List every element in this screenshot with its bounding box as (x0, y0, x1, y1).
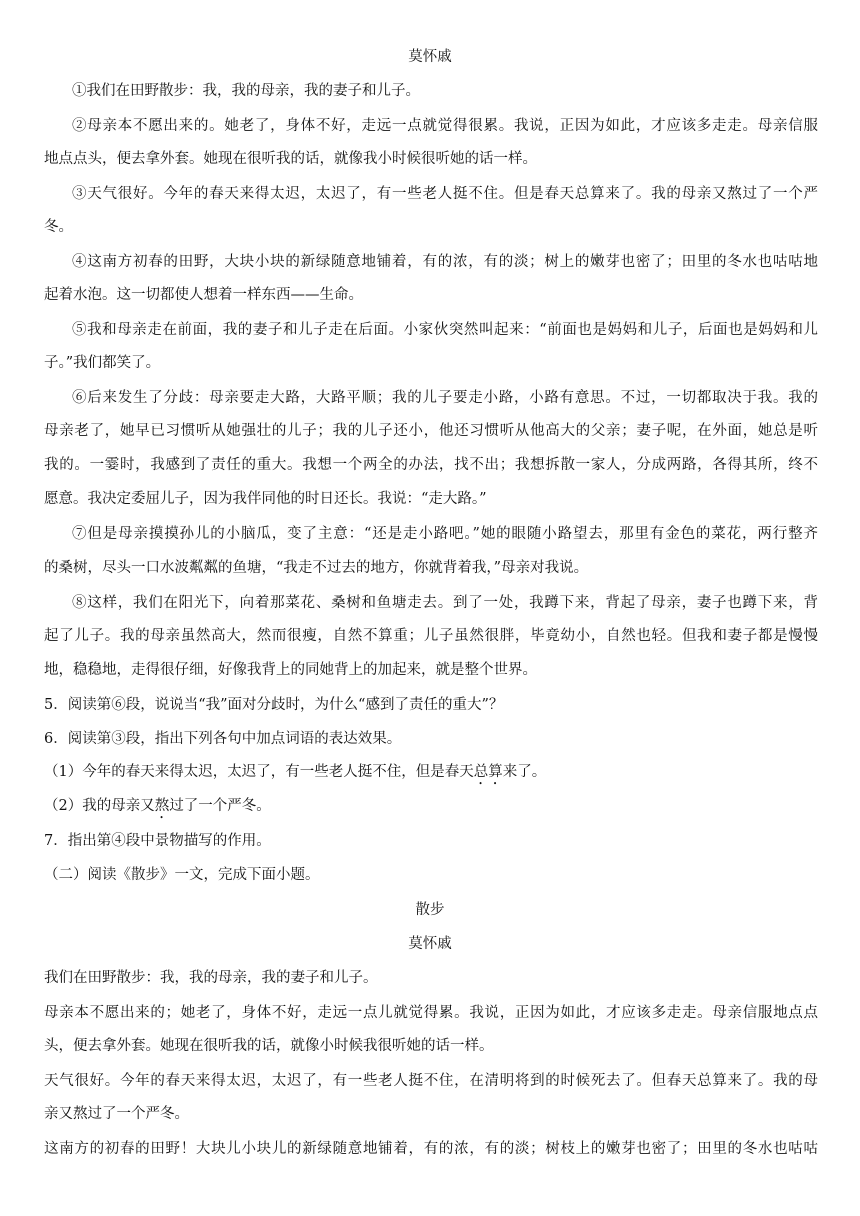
p1-paragraph-2-line-1: ②母亲本不愿出来的。她老了，身体不好，走远一点就觉得很累。我说，正因为如此，才应该多走走。母亲信服 (72, 118, 818, 134)
p2-line-2: 母亲本不愿出来的；她老了，身体不好，走远一点儿就觉得累。我说，正因为如此，才应该多走走。母亲信服地点点 (44, 1005, 818, 1021)
p1-paragraph-7-line-1: ⑦但是母亲摸摸孙儿的小脑瓜，变了主意：“还是走小路吧。”她的眼随小路望去，那里有金色的菜花，两行整齐 (72, 526, 818, 542)
question-7: 7．指出第④段中景物描写的作用。 (44, 833, 271, 849)
p1-paragraph-5-line-2: 子。”我们都笑了。 (44, 355, 161, 371)
p1-paragraph-1: ①我们在田野散步：我，我的母亲，我的妻子和儿子。 (72, 83, 420, 99)
p1-paragraph-5-line-1: ⑤我和母亲走在前面，我的妻子和儿子走在后面。小家伙突然叫起来：“前面也是妈妈和儿子，后面也是妈妈和儿 (72, 322, 818, 338)
section-2-heading: （二）阅读《散步》一文，完成下面小题。 (44, 867, 320, 883)
question-6-2-text-end: 过了一个严冬。 (169, 798, 271, 814)
question-5: 5．阅读第⑥段，说说当“我”面对分歧时，为什么“感到了责任的重大”？ (44, 697, 504, 713)
p2-line-1: 我们在田野散步：我，我的母亲，我的妻子和儿子。 (44, 970, 378, 986)
p1-paragraph-7-line-2: 的桑树，尽头一口水波粼粼的鱼塘，“我走不过去的地方，你就背着我，”母亲对我说。 (44, 560, 589, 576)
question-6-2-text: （2）我的母亲又 (44, 798, 155, 814)
p2-line-4: 天气很好。今年的春天来得太迟，太迟了，有一些老人挺不住，在清明将到的时候死去了。但春天总算来了。我的母 (44, 1073, 818, 1089)
question-6-2-dotted-word: 熬 (154, 798, 170, 814)
passage2-title: 散步 (415, 902, 445, 918)
p1-paragraph-3-line-2: 冬。 (44, 219, 73, 235)
question-6-1 (44, 761, 818, 788)
p2-line-6: 这南方的初春的田野！大块儿小块儿的新绿随意地铺着，有的浓，有的淡；树枝上的嫩芽也密了；田里的冬水也咕咕 (44, 1141, 818, 1157)
p1-paragraph-6-line-1: ⑥后来发生了分歧：母亲要走大路，大路平顺；我的儿子要走小路，小路有意思。不过，一切都取决于我。我的 (72, 390, 818, 406)
question-6-2 (44, 795, 818, 822)
question-6-1-dotted-word: 总算 (473, 764, 503, 780)
question-6-1-text: （1）今年的春天来得太迟，太迟了，有一些老人挺不住，但是春天 (44, 764, 474, 780)
p1-paragraph-6-line-4: 愿意。我决定委屈儿子，因为我伴同他的时日还长。我说：“走大路。” (44, 491, 487, 507)
p2-line-5: 亲又熬过了一个严冬。 (44, 1106, 189, 1122)
p1-paragraph-8-line-3: 地，稳稳地，走得很仔细，好像我背上的同她背上的加起来，就是整个世界。 (44, 662, 537, 678)
p1-paragraph-4-line-2: 起着水泡。这一切都使人想着一样东西——生命。 (44, 287, 363, 303)
p1-paragraph-2-line-2: 地点点头，便去拿外套。她现在很听我的话，就像我小时候很听她的话一样。 (44, 151, 537, 167)
p1-paragraph-4-line-1: ④这南方初春的田野，大块小块的新绿随意地铺着，有的浓，有的淡；树上的嫩芽也密了；田里的冬水也咕咕地 (72, 254, 818, 270)
p1-paragraph-8-line-1: ⑧这样，我们在阳光下，向着那菜花、桑树和鱼塘走去。到了一处，我蹲下来，背起了母亲，妻子也蹲下来，背 (72, 595, 818, 611)
p1-paragraph-6-line-3: 我的。一霎时，我感到了责任的重大。我想一个两全的办法，找不出；我想拆散一家人，分成两路，各得其所，终不 (44, 457, 818, 473)
passage1-author: 莫怀戚 (408, 49, 452, 65)
p2-line-3: 头，便去拿外套。她现在很听我的话，就像小时候我很听她的话一样。 (44, 1038, 494, 1054)
question-6: 6．阅读第③段，指出下列各句中加点词语的表达效果。 (44, 731, 402, 747)
question-6-1-text-end: 来了。 (502, 764, 547, 780)
p1-paragraph-3-line-1: ③天气很好。今年的春天来得太迟，太迟了，有一些老人挺不住。但是春天总算来了。我的母亲又熬过了一个严 (72, 186, 818, 202)
p1-paragraph-8-line-2: 起了儿子。我的母亲虽然高大，然而很瘦，自然不算重；儿子虽然很胖，毕竟幼小，自然也轻。但我和妻子都是慢慢 (44, 628, 818, 644)
p1-paragraph-6-line-2: 母亲老了，她早已习惯听从她强壮的儿子；我的儿子还小，他还习惯听从他高大的父亲；妻子呢，在外面，她总是听 (44, 423, 818, 439)
passage2-author: 莫怀戚 (408, 936, 452, 952)
